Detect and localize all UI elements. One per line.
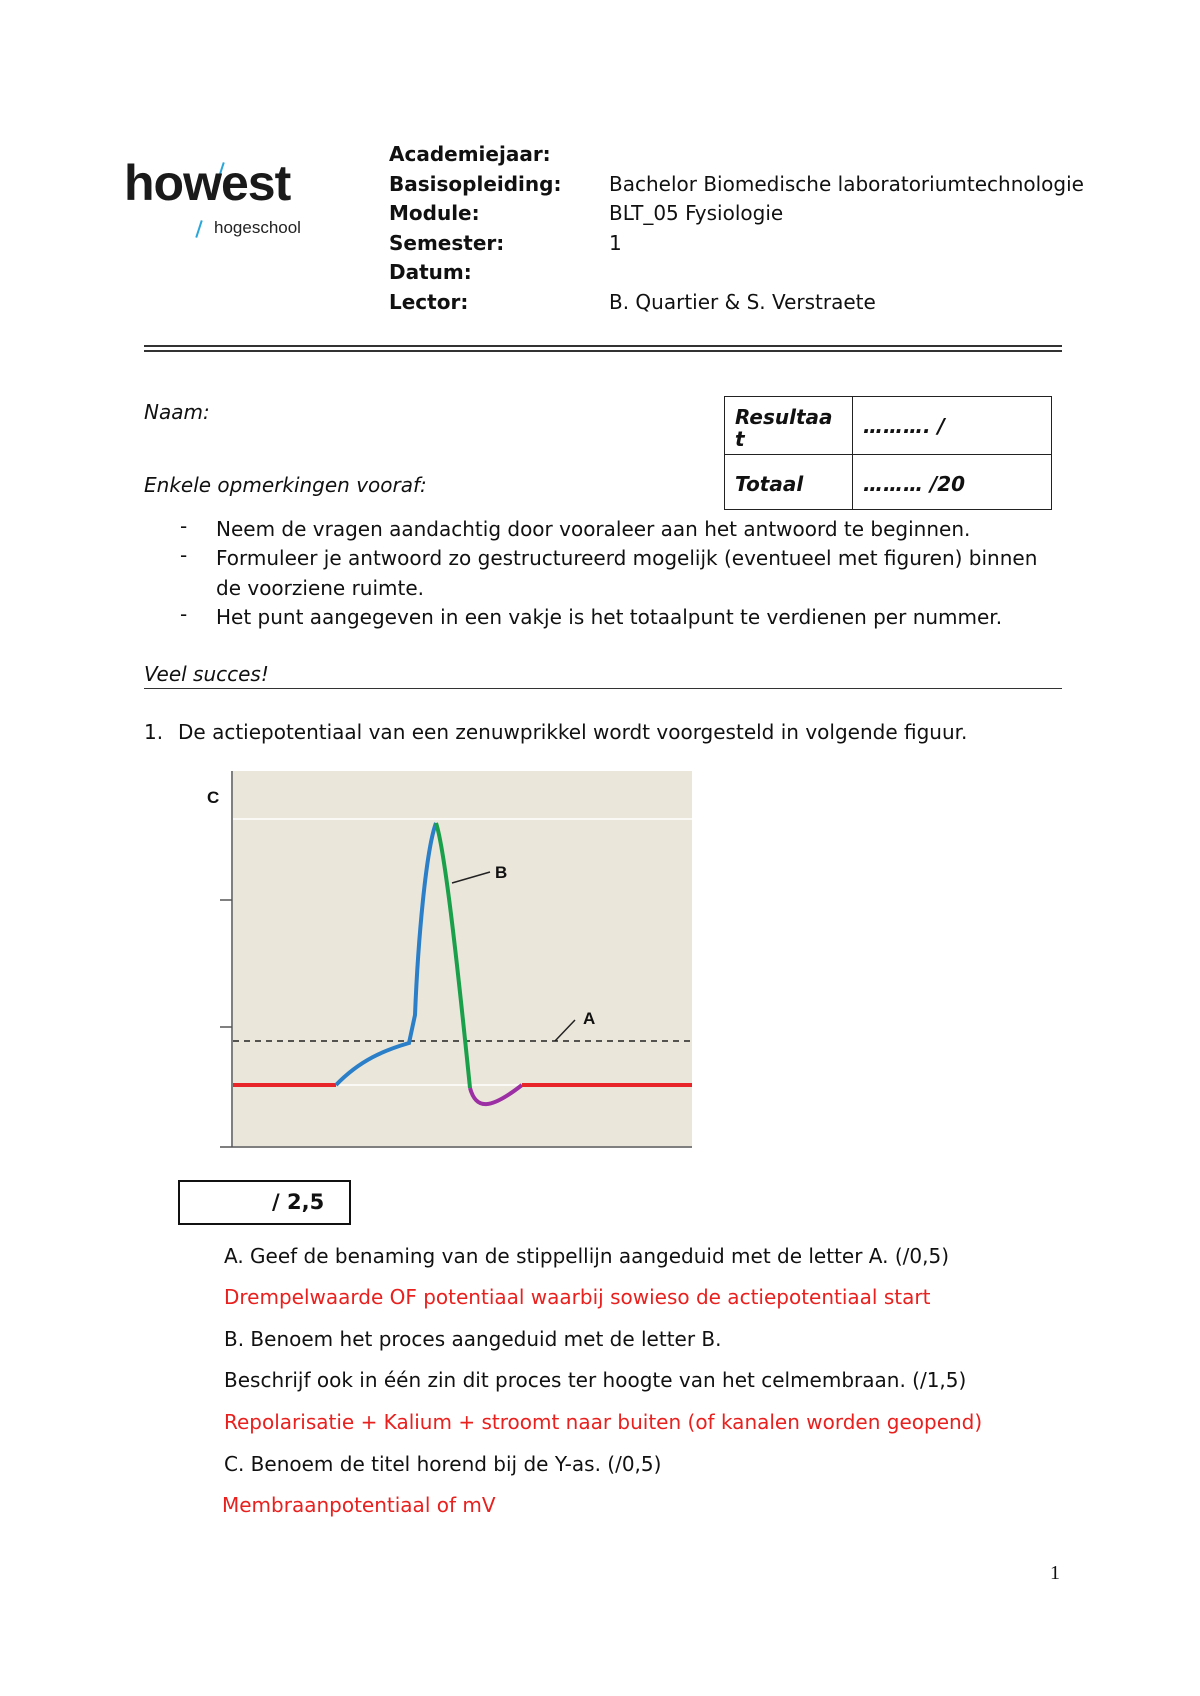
remark-item xyxy=(216,543,1066,603)
label-c: C xyxy=(207,788,220,807)
remark-bullet: - xyxy=(180,602,188,626)
remark-line: Het punt aangegeven in een vakje is het totaalpunt te verdienen per nummer. xyxy=(216,605,1003,629)
table-divider xyxy=(852,397,853,509)
remark-line: de voorziene ruimte. xyxy=(216,576,425,600)
table-divider xyxy=(725,454,1051,455)
label-b: B xyxy=(495,863,508,882)
action-potential-figure xyxy=(190,770,710,1150)
resultaat-label-line1: Resultaa xyxy=(735,405,833,429)
meta-label: Semester: xyxy=(389,231,505,255)
result-table xyxy=(724,396,1052,510)
logo-subtitle: hogeschool xyxy=(214,218,301,237)
remark-item xyxy=(216,602,1066,632)
question-text: De actiepotentiaal van een zenuwprikkel wordt voorgesteld in volgende figuur. xyxy=(178,720,968,744)
resultaat-label-line2: t xyxy=(735,427,745,451)
question-number: 1. xyxy=(144,720,164,744)
answer-a: Drempelwaarde OF potentiaal waarbij sowieso de actiepotentiaal start xyxy=(224,1285,931,1309)
meta-label: Lector: xyxy=(389,290,469,314)
remark-item xyxy=(216,514,1066,544)
remark-bullet: - xyxy=(180,543,188,567)
meta-basisopleiding xyxy=(389,172,1169,202)
naam-label: Naam: xyxy=(144,400,210,424)
meta-label: Module: xyxy=(389,201,480,225)
section-divider xyxy=(144,688,1062,689)
remark-bullet: - xyxy=(180,514,188,538)
totaal-label: Totaal xyxy=(735,472,804,496)
plot-background xyxy=(233,771,692,1146)
header-divider-2 xyxy=(144,350,1062,352)
meta-academiejaar xyxy=(389,142,1169,172)
answer-b: Repolarisatie + Kalium + stroomt naar buiten (of kanalen worden geopend) xyxy=(224,1410,983,1434)
header-divider-1 xyxy=(144,345,1062,347)
remark-line: Formuleer je antwoord zo gestructureerd mogelijk (eventueel met figuren) binnen xyxy=(216,546,1038,570)
meta-value: BLT_05 Fysiologie xyxy=(609,201,784,225)
meta-semester xyxy=(389,231,1169,261)
meta-label: Datum: xyxy=(389,260,472,284)
opmerkingen-label: Enkele opmerkingen vooraf: xyxy=(144,473,427,497)
meta-datum xyxy=(389,260,1169,290)
page-number: 1 xyxy=(1050,1562,1060,1584)
score-box xyxy=(178,1180,351,1225)
subquestion-a: A. Geef de benaming van de stippellijn aangeduid met de letter A. (/0,5) xyxy=(224,1244,949,1268)
meta-label: Basisopleiding: xyxy=(389,172,562,196)
subquestion-b-extra: Beschrijf ook in één zin dit proces ter hoogte van het celmembraan. (/1,5) xyxy=(224,1368,967,1392)
meta-value: B. Quartier & S. Verstraete xyxy=(609,290,876,314)
meta-value: Bachelor Biomedische laboratoriumtechnologie xyxy=(609,172,1084,196)
subquestion-b: B. Benoem het proces aangeduid met de letter B. xyxy=(224,1327,722,1351)
answer-c: Membraanpotentiaal of mV xyxy=(222,1493,496,1517)
resultaat-value: ………. / xyxy=(863,414,945,438)
subquestion-c: C. Benoem de titel horend bij de Y-as. (/0,5) xyxy=(224,1452,662,1476)
remark-line: Neem de vragen aandachtig door vooraleer aan het antwoord te beginnen. xyxy=(216,517,971,541)
meta-module xyxy=(389,201,1169,231)
label-a: A xyxy=(583,1009,596,1028)
meta-label: Academiejaar: xyxy=(389,142,551,166)
resultaat-label xyxy=(735,406,833,450)
score-text: / 2,5 xyxy=(272,1190,325,1214)
meta-value: 1 xyxy=(609,231,622,255)
totaal-value: ……… /20 xyxy=(863,472,966,496)
closing-text: Veel succes! xyxy=(144,662,269,686)
logo-slash-bottom xyxy=(195,220,202,238)
meta-lector xyxy=(389,290,1169,320)
logo-wordmark: howest xyxy=(124,155,291,211)
